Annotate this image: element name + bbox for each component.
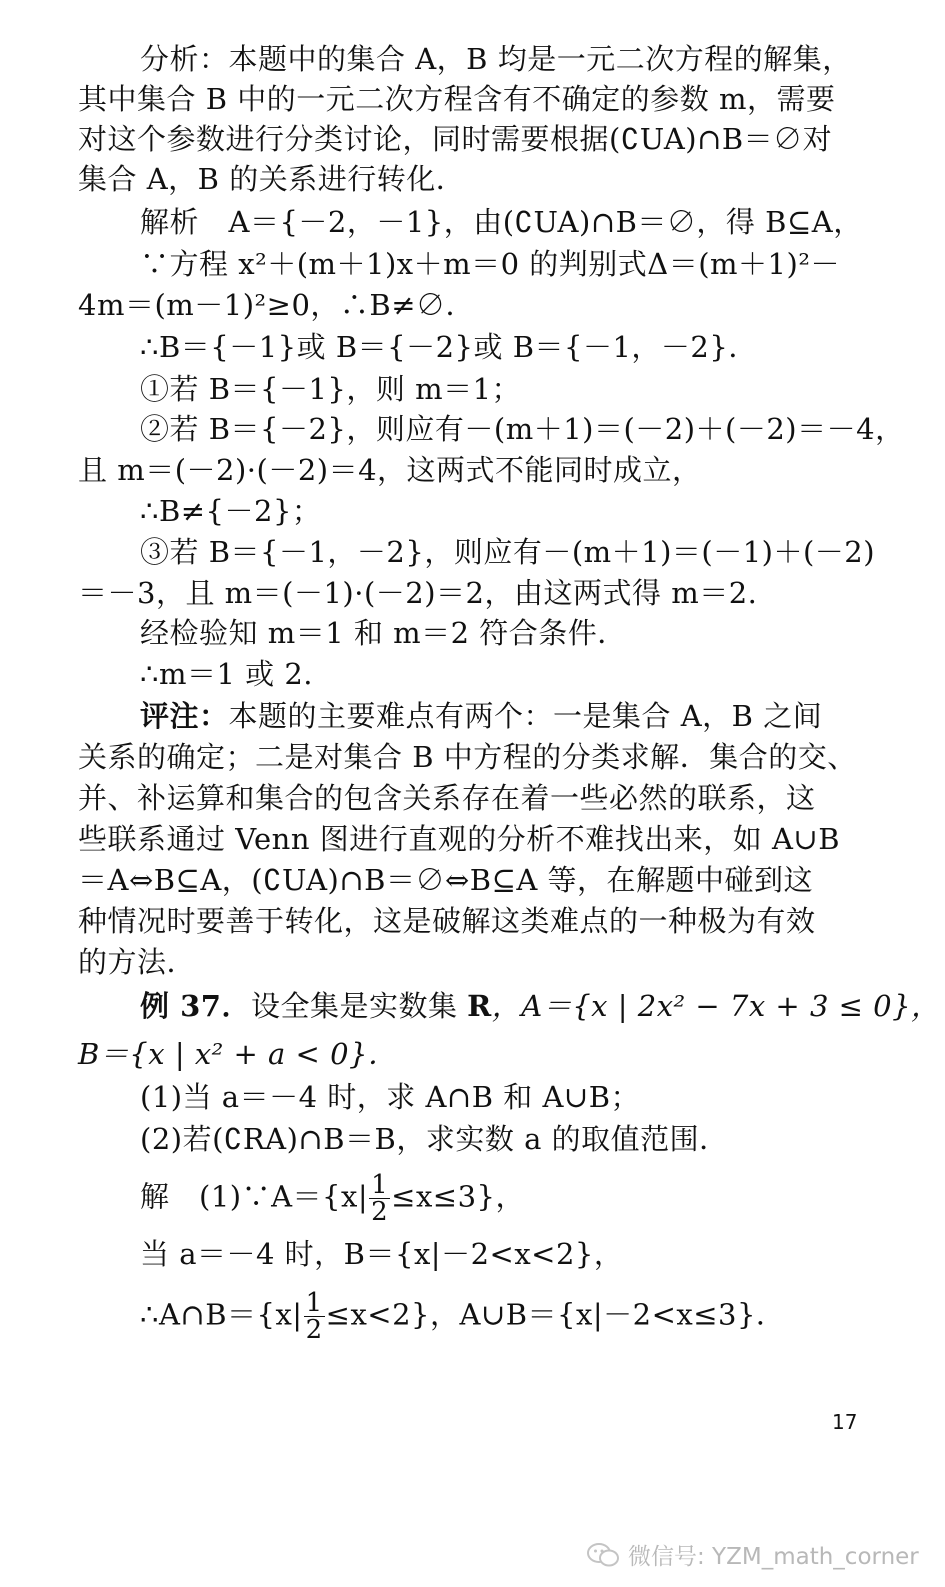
comment-line: ＝A⇔B⊆A，(∁UA)∩B＝∅⇔B⊆A 等，在解题中碰到这 xyxy=(78,863,814,897)
question-2: (2)若(∁RA)∩B＝B，求实数 a 的取值范围． xyxy=(140,1122,729,1156)
page-number: 17 xyxy=(832,1410,858,1434)
text-line: ③若 B＝{－1，－2}，则应有－(m＋1)＝(－1)＋(－2) xyxy=(140,535,876,569)
text-line: 且 m＝(－2)·(－2)＝4，这两式不能同时成立， xyxy=(78,453,702,487)
fraction xyxy=(369,1172,390,1225)
example-line xyxy=(140,987,940,1025)
solution-text: ∴A∩B＝{x| xyxy=(140,1297,303,1332)
text-line: ＝－3，且 m＝(－1)·(－2)＝2，由这两式得 m＝2. xyxy=(78,576,758,610)
fraction-denominator: 2 xyxy=(371,1197,389,1227)
set-b-definition: B＝{x | x² + a < 0}． xyxy=(78,1037,398,1071)
solution-text: 解 (1)∵A＝{x| xyxy=(140,1179,369,1214)
comment-line: 的方法． xyxy=(78,945,197,979)
text-line: ∴B＝{－1}或 B＝{－2}或 B＝{－1，－2}． xyxy=(140,330,758,364)
example-label: 例 37． xyxy=(140,989,251,1023)
watermark-text: 微信号: YZM_math_corner xyxy=(628,1544,919,1570)
solution-line xyxy=(140,1290,940,1343)
real-set-symbol: R xyxy=(467,989,492,1023)
text-line: 经检验知 m＝1 和 m＝2 符合条件． xyxy=(140,616,627,650)
fraction-denominator: 2 xyxy=(305,1315,323,1345)
text-line: 分析：本题中的集合 A，B 均是一元二次方程的解集， xyxy=(140,42,852,76)
comment-line: 些联系通过 Venn 图进行直观的分析不难找出来，如 A∪B xyxy=(78,822,841,856)
comment-text: 本题的主要难点有两个：一是集合 A，B 之间 xyxy=(228,699,823,733)
text-line: 解析 A＝{－2，－1}，由(∁UA)∩B＝∅，得 B⊆A， xyxy=(140,205,863,239)
text-line: ∴B≠{－2}； xyxy=(140,494,322,528)
set-a-definition: ，A＝{x | 2x² − 7x + 3 ≤ 0}， xyxy=(491,989,941,1023)
solution-text: ≤x≤3}， xyxy=(391,1179,526,1214)
wechat-icon xyxy=(586,1541,620,1569)
fraction xyxy=(304,1290,325,1343)
example-text: 设全集是实数集 xyxy=(250,989,468,1023)
wechat-watermark xyxy=(586,1538,919,1571)
comment-line xyxy=(140,697,940,735)
solution-text: ≤x<2}，A∪B＝{x|－2<x≤3}． xyxy=(325,1297,786,1332)
text-line: 4m＝(m－1)²≥0，∴B≠∅． xyxy=(78,288,476,322)
fraction-numerator: 1 xyxy=(305,1288,323,1318)
text-line: ②若 B＝{－2}，则应有－(m＋1)＝(－2)＋(－2)＝－4， xyxy=(140,412,905,446)
comment-line: 并、补运算和集合的包含关系存在着一些必然的联系，这 xyxy=(78,781,816,815)
text-line: 对这个参数进行分类讨论，同时需要根据(∁UA)∩B＝∅对 xyxy=(78,122,833,156)
comment-line: 关系的确定；二是对集合 B 中方程的分类求解．集合的交、 xyxy=(78,740,857,774)
text-line: 其中集合 B 中的一元二次方程含有不确定的参数 m，需要 xyxy=(78,82,836,116)
text-line: ∴m＝1 或 2. xyxy=(140,657,314,691)
comment-label: 评注： xyxy=(140,699,229,733)
question-1: (1)当 a＝－4 时，求 A∩B 和 A∪B； xyxy=(140,1080,641,1114)
text-line: ①若 B＝{－1}，则 m＝1； xyxy=(140,372,522,406)
solution-line xyxy=(140,1172,940,1225)
comment-line: 种情况时要善于转化，这是破解这类难点的一种极为有效 xyxy=(78,904,816,938)
text-line: ∵方程 x²＋(m＋1)x＋m＝0 的判别式Δ＝(m＋1)²－ xyxy=(140,247,840,281)
fraction-numerator: 1 xyxy=(371,1170,389,1200)
solution-line: 当 a＝－4 时，B＝{x|－2<x<2}， xyxy=(140,1237,624,1271)
text-line: 集合 A，B 的关系进行转化． xyxy=(78,162,466,196)
